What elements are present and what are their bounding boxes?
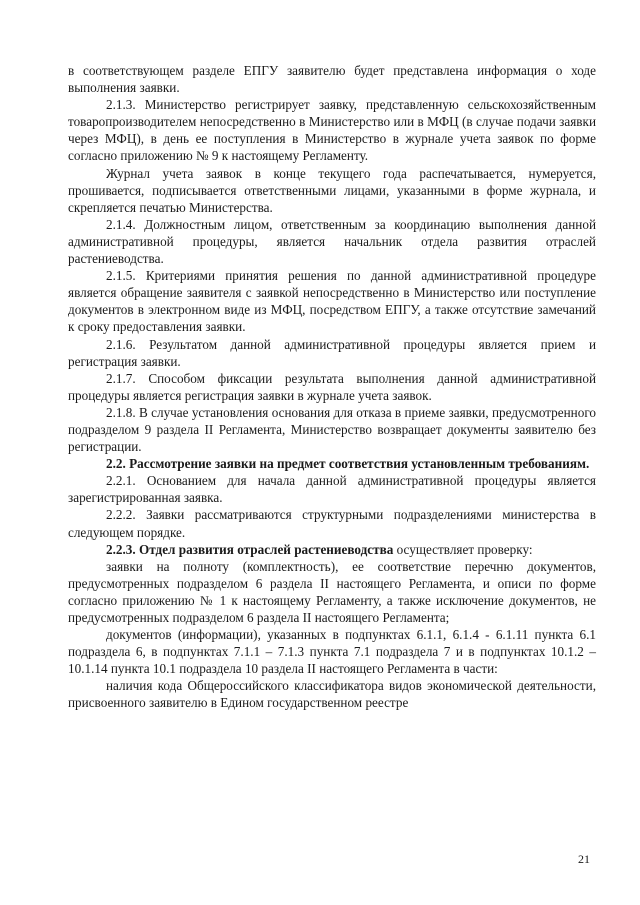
section-heading-2-2 [68, 455, 596, 472]
page-number: 21 [578, 852, 590, 866]
document-body [68, 62, 596, 712]
paragraph-2-1-5: 2.1.5. Критериями принятия решения по данной административной процедуре является обращение заявителя с заявкой непосредственно в Министерство или поступление документов в электронном виде из МФЦ, посредством ЕПГУ, а также отсутствие замечаний к сроку предоставления заявки. [68, 268, 596, 335]
paragraph-2-1-4: 2.1.4. Должностным лицом, ответственным за координацию выполнения данной административной процедуры, является начальник отдела развития отраслей растениеводства. [68, 216, 596, 267]
paragraph-2-2-2: 2.2.2. Заявки рассматриваются структурными подразделениями министерства в следующем порядке. [68, 507, 596, 540]
section-heading-2-2-text: 2.2. Рассмотрение заявки на предмет соответствия установленным требованиям. [106, 456, 590, 472]
paragraph-documents-info: документов (информации), указанных в подпунктах 6.1.1, 6.1.4 - 6.1.11 пункта 6.1 подраздела 6, в подпунктах 7.1.1 – 7.1.3 пункта 7.1 подраздела 7 и в подпунктах 10.1.2 – 10.1.14 пункта 10.1 подраздела 10 раздела II настоящего Регламента в части: [68, 627, 596, 677]
paragraph-2-1-8: 2.1.8. В случае установления основания для отказа в приеме заявки, предусмотренного подразделом 9 раздела II Регламента, Министерство возвращает документы заявителю без регистрации. [68, 404, 596, 455]
paragraph-ongoing-info: в соответствующем разделе ЕПГУ заявителю будет представлена информация о ходе выполнения заявки. [68, 63, 596, 96]
paragraph-completeness-check: заявки на полноту (комплектность), ее соответствие перечню документов, предусмотренных подразделом 6 раздела II настоящего Регламента, и описи по форме согласно приложению № 1 к настоящему Регламенту, а также исключение документов, не предусмотренных подразделом 6 раздела II настоящего Регламента; [68, 558, 596, 625]
paragraph-2-2-3-bold: 2.2.3. Отдел развития отраслей растениеводства [106, 541, 394, 557]
paragraph-2-2-1: 2.2.1. Основанием для начала данной административной процедуры является зарегистрированная заявка. [68, 473, 596, 506]
paragraph-okved-code: наличия кода Общероссийского классификатора видов экономической деятельности, присвоенного заявителю в Едином государственном реестре [68, 678, 596, 711]
paragraph-journal: Журнал учета заявок в конце текущего года распечатывается, нумеруется, прошивается, подписывается ответственными лицами, указанными в форме журнала, и скрепляется печатью Министерства. [68, 165, 596, 215]
paragraph-2-1-3: 2.1.3. Министерство регистрирует заявку, представленную сельскохозяйственным товаропроизводителем непосредственно в Министерство или в МФЦ (в случае подачи заявки через МФЦ), в день ее поступления в Министерство в журнале учета заявок по форме согласно приложению № 9 к настоящему Регламенту. [68, 97, 596, 164]
paragraph-2-1-7: 2.1.7. Способом фиксации результата выполнения данной административной процедуры является регистрация заявки в журнале учета заявок. [68, 370, 596, 403]
paragraph-2-1-6: 2.1.6. Результатом данной административной процедуры является прием и регистрация заявки. [68, 336, 596, 369]
paragraph-2-2-3 [68, 541, 596, 558]
paragraph-2-2-3-text: осуществляет проверку: [393, 541, 533, 557]
